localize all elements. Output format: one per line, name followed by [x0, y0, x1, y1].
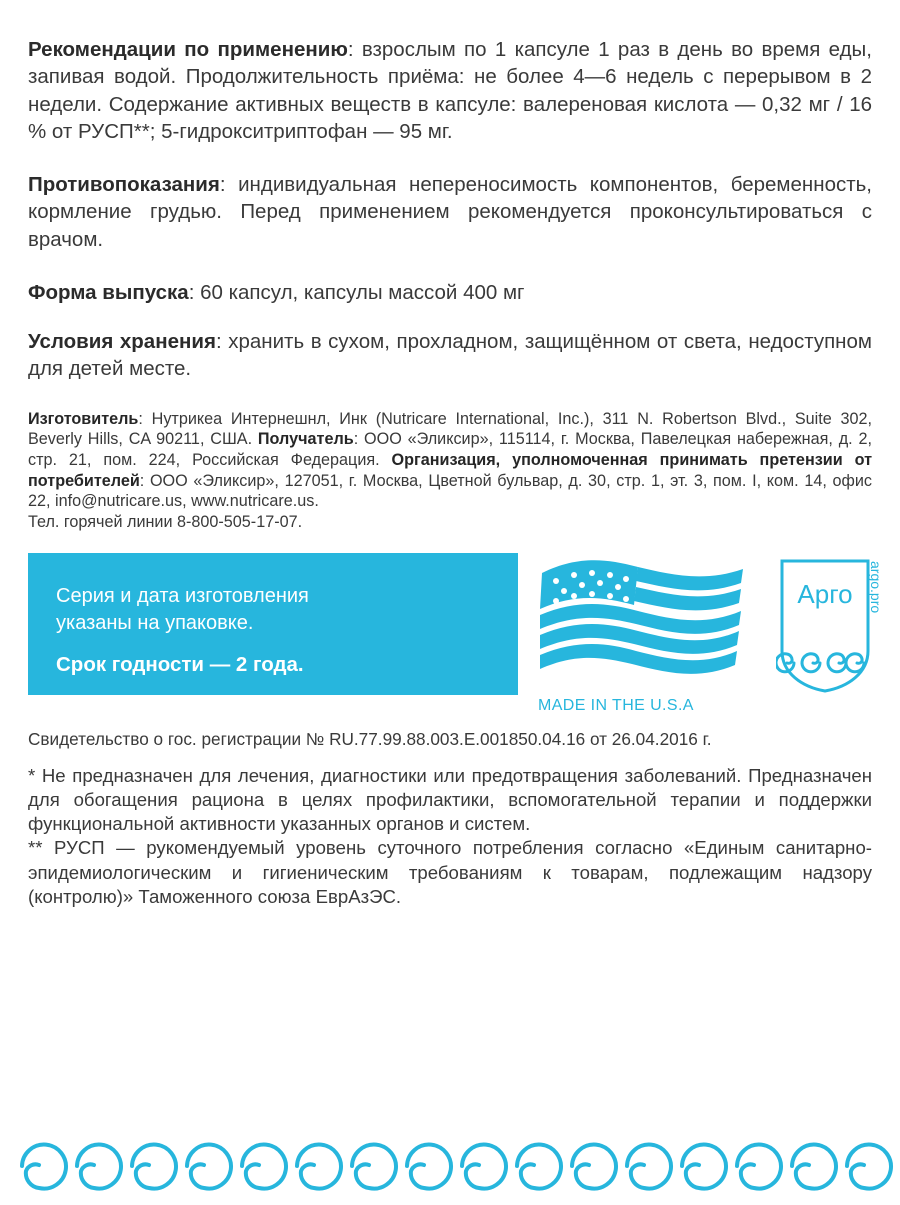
claims-text: : ООО «Эликсир», 127051, г. Москва, Цветной бульвар, д. 30, стр. 1, эт. 3, пом. I, ком. 14, офис 22, info@nutricare.us, www.nutricare.us.	[28, 471, 872, 511]
section-contraindications-label: Противопоказания	[28, 173, 220, 196]
section-usage-text: : взрослым по 1 капсуле 1 раз в день во время еды, запивая водой. Продолжительность приёма: не более 4—6 недель с перерывом в 2 недели. Содержание активных веществ в капсуле: валереновая кислота — 0,32 мг / 16 % от РУСП**; 5-гидрокситриптофан — 95 мг.	[28, 38, 872, 143]
footnotes	[28, 764, 872, 909]
footnote-1: * Не предназначен для лечения, диагностики или предотвращения заболеваний. Предназначен для обогащения рациона в целях профилактики, вспомогательной терапии и поддержки функциональной активности указанных органов и систем.	[28, 764, 872, 835]
section-form-text: : 60 капсул, капсулы массой 400 мг	[188, 280, 525, 304]
banner-row	[28, 553, 884, 714]
content-column	[28, 36, 884, 909]
claims-label: Организация, уполномоченная принимать претензии от потребителей	[28, 450, 872, 490]
manufacturer-text: : Нутрикеа Интернешнл, Инк (Nutricare International, Inc.), 311 N. Robertson Blvd., Suite 302, Beverly Hills, CA 90211, США.	[28, 409, 872, 449]
manufacturer-block	[28, 409, 872, 533]
wave-spiral-icon	[0, 1130, 900, 1200]
section-form	[28, 279, 872, 306]
recipient-label: Получатель	[257, 430, 354, 449]
made-in-usa-caption: MADE IN THE U.S.A	[538, 696, 694, 714]
section-contraindications-text: : индивидуальная непереносимость компонентов, беременность, кормление грудью. Перед применением рекомендуется проконсультироваться с врачом.	[28, 173, 872, 251]
section-contraindications	[28, 171, 872, 253]
section-form-label: Форма выпуска	[28, 280, 189, 304]
series-banner-line2: указаны на упаковке.	[56, 611, 254, 634]
section-usage-label: Рекомендации по применению	[28, 38, 348, 61]
section-storage	[28, 328, 872, 383]
series-banner-line1: Серия и дата изготовления	[56, 584, 309, 607]
manufacturer-label: Изготовитель	[28, 409, 139, 428]
shelf-life-text: Срок годности — 2 года.	[56, 652, 304, 676]
argo-site-text: argo.pro	[868, 560, 884, 614]
argo-logo	[776, 555, 874, 695]
hotline-text: Тел. горячей линии 8-800-505-17-07.	[28, 513, 303, 532]
svg-text:Арго: Арго	[797, 578, 853, 609]
section-storage-label: Условия хранения	[28, 330, 216, 353]
section-usage	[28, 36, 872, 145]
registration-certificate: Свидетельство о гос. регистрации № RU.77.99.88.003.Е.001850.04.16 от 26.04.2016 г.	[28, 728, 712, 749]
footnote-2: ** РУСП — рукомендуемый уровень суточного потребления согласно «Единым санитарно-эпидемиологическим и гигиеническим требованиям к товарам, подлежащим надзору (контролю)» Таможенного союза ЕврАзЭС.	[28, 837, 872, 907]
series-banner	[28, 553, 518, 695]
recipient-text: : ООО «Эликсир», 115114, г. Москва, Павелецкая набережная, д. 2, стр. 21, пом. 224, Российская Федерация.	[28, 430, 872, 469]
section-storage-text: : хранить в сухом, прохладном, защищённом от света, недоступном для детей месте.	[28, 330, 872, 381]
usa-flag-icon	[538, 553, 763, 713]
